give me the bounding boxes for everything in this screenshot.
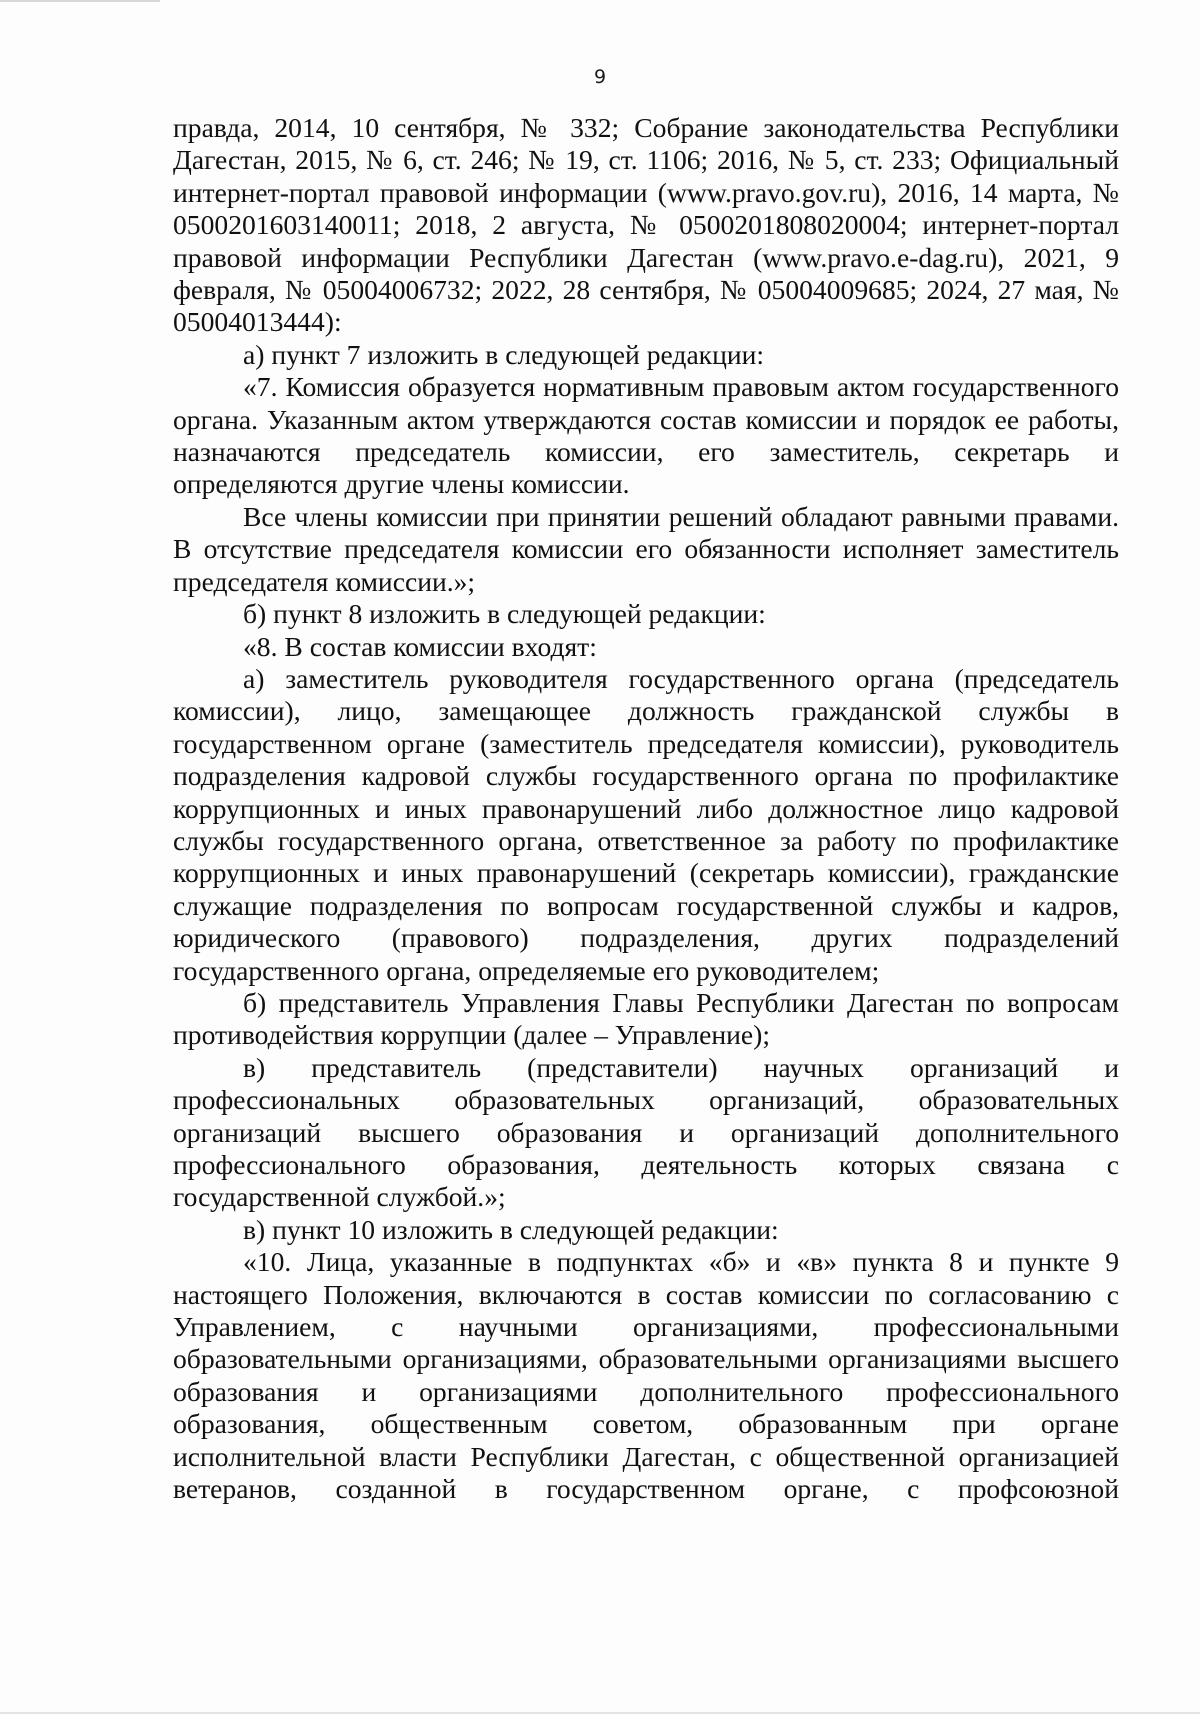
- paragraph-clause-7-members: Все члены комиссии при принятии решений обладают равными правами. В отсутствие председателя комиссии его обязанности исполняет заместитель председателя комиссии.»;: [173, 500, 1119, 597]
- paragraph-clause-8: «8. В состав комиссии входят:: [243, 630, 597, 662]
- paragraph-clause-10: «10. Лица, указанные в подпунктах «б» и «в» пункта 8 и пункте 9 настоящего Положения, включаются в состав комиссии по согласованию с Управлением, с научными организациями, профессиональными образовательными организациями, образовательными организациями высшего образования и организациями дополнительного профессионального образования, общественным советом, образованным при органе исполнительной власти Республики Дагестан, с общественной организацией ветеранов, созданной в государственном органе, с профсоюзной: [173, 1246, 1119, 1505]
- paragraph-item-a-intro: а) пункт 7 изложить в следующей редакции:: [243, 338, 765, 370]
- paragraph-clause-8-a: а) заместитель руководителя государственного органа (председатель комиссии), лицо, замещающее должность гражданской службы в государственном органе (заместитель председателя комиссии), руководитель подразделения кадровой службы государственного органа по профилактике коррупционных и иных правонарушений либо должностное лицо кадровой службы государственного органа, ответственное за работу по профилактике коррупционных и иных правонарушений (секретарь комиссии), гражданские служащие подразделения по вопросам государственной службы и кадров, юридического (правового) подразделения, других подразделений государственного органа, определяемые его руководителем;: [173, 662, 1119, 986]
- document-body: [173, 112, 1119, 1505]
- paragraph-item-b-intro: б) пункт 8 изложить в следующей редакции:: [243, 598, 766, 630]
- paragraph-clause-7: «7. Комиссия образуется нормативным правовым актом государственного органа. Указанным актом утверждаются состав комиссии и порядок ее работы, назначаются председатель комиссии, его заместитель, секретарь и определяются другие члены комиссии.: [173, 371, 1119, 500]
- paragraph-clause-8-b: б) представитель Управления Главы Республики Дагестан по вопросам противодействия коррупции (далее – Управление);: [173, 986, 1119, 1051]
- paragraph-clause-8-v: в) представитель (представители) научных организаций и профессиональных образовательных организаций, образовательных организаций высшего образования и организаций дополнительного профессионального образования, деятельность которых связана с государственной службой.»;: [173, 1051, 1119, 1213]
- paragraph-item-v-intro: в) пункт 10 изложить в следующей редакции:: [243, 1213, 779, 1245]
- page-number: 9: [593, 66, 607, 88]
- scan-edge-top: [0, 0, 160, 2]
- paragraph-citation: правда, 2014, 10 сентября, № 332; Собрание законодательства Республики Дагестан, 2015, № 6, ст. 246; № 19, ст. 1106; 2016, № 5, ст. 233; Официальный интернет-портал правовой информации (www.pravo.gov.ru), 2016, 14 марта, № 0500201603140011; 2018, 2 августа, № 0500201808020004; интернет-портал правовой информации Республики Дагестан (www.pravo.e-dag.ru), 2021, 9 февраля, № 05004006732; 2022, 28 сентября, № 05004009685; 2024, 27 мая, № 05004013444):: [173, 112, 1119, 338]
